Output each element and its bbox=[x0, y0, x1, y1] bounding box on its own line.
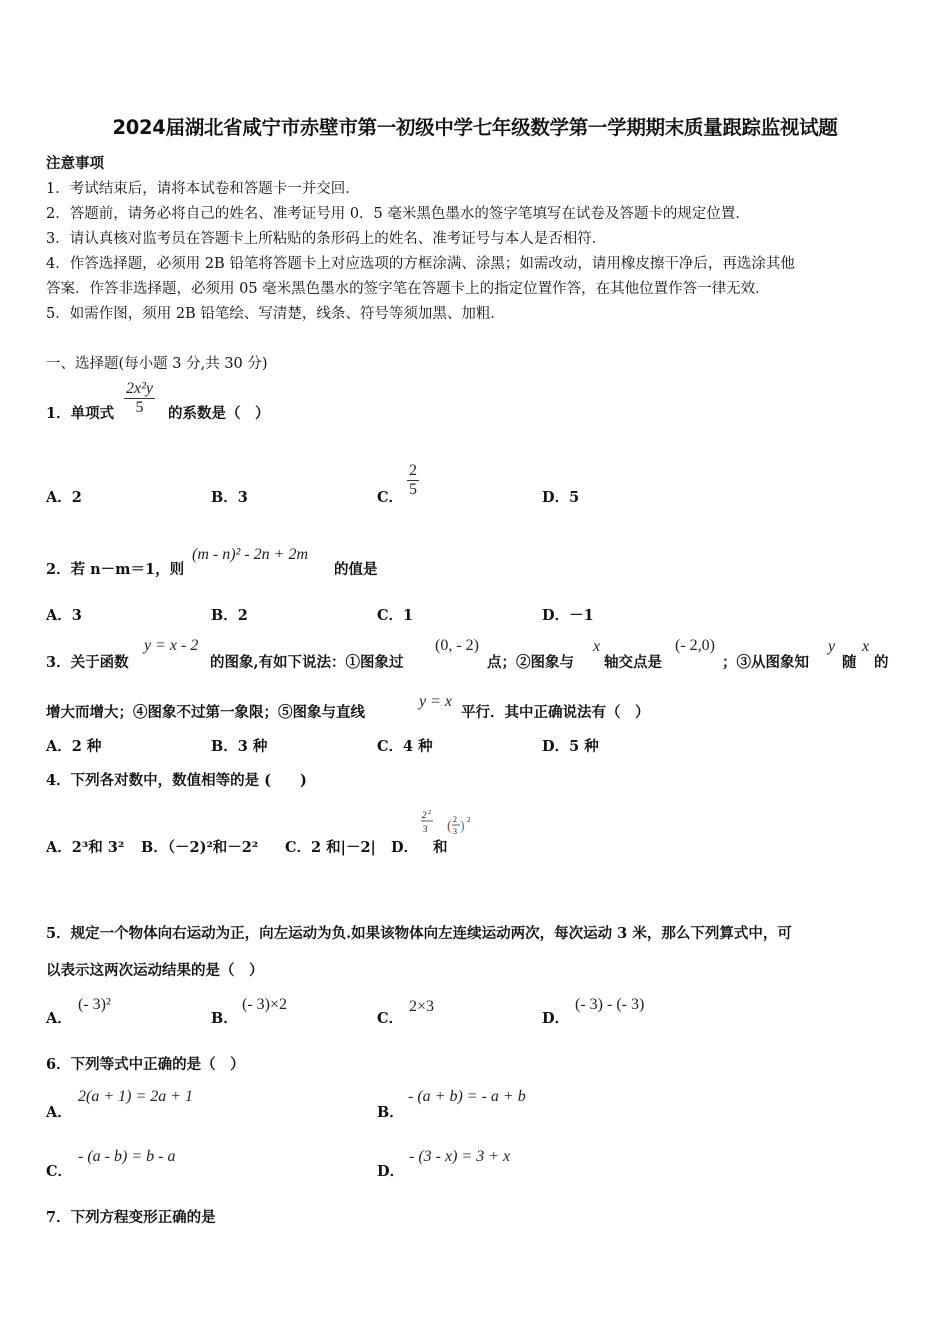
q3-option-c[interactable]: C．4 种 bbox=[377, 738, 433, 755]
q3-text: 的图象,有如下说法：①图象过 bbox=[210, 654, 404, 671]
q3-text: 点；②图象与 bbox=[487, 654, 574, 671]
q3-point-2: (- 2,0) bbox=[675, 637, 715, 654]
q3-var-x: x bbox=[593, 638, 601, 655]
q6-option-c[interactable]: C． bbox=[46, 1163, 73, 1180]
svg-text:(: ( bbox=[447, 819, 452, 834]
q5-stem-line2: 以表示这两次运动结果的是（ ） bbox=[46, 962, 264, 979]
q6-stem: 6．下列等式中正确的是（ ） bbox=[46, 1056, 245, 1073]
q1-option-c[interactable]: C． bbox=[377, 489, 404, 506]
q3-var-x: x bbox=[862, 638, 870, 655]
q1-option-d[interactable]: D．5 bbox=[542, 489, 580, 506]
svg-text:2: 2 bbox=[422, 810, 427, 820]
q5-option-d-expr: (- 3) - (- 3) bbox=[575, 996, 645, 1013]
section-heading: 一、选择题(每小题 3 分,共 30 分) bbox=[46, 356, 268, 372]
q1-option-a[interactable]: A．2 bbox=[46, 489, 82, 506]
q5-option-b[interactable]: B． bbox=[211, 1010, 238, 1027]
q6-option-d-expr: - (3 - x) = 3 + x bbox=[409, 1148, 511, 1165]
svg-text:2: 2 bbox=[428, 810, 431, 816]
q2-stem: 2．若 n－m＝1，则 bbox=[46, 561, 185, 578]
q5-option-b-expr: (- 3)×2 bbox=[242, 996, 288, 1013]
q4-option-a[interactable]: A．2³和 3² bbox=[46, 839, 125, 856]
notice-item: 答案．作答非选择题，必须用 05 毫米黑色墨水的签字笔在答题卡上的指定位置作答，在其他位置作答一律无效． bbox=[46, 281, 770, 297]
q3-text: 的 bbox=[874, 654, 889, 671]
svg-text:3: 3 bbox=[453, 827, 457, 836]
q5-option-a[interactable]: A． bbox=[46, 1010, 72, 1027]
q4-d-and: 和 bbox=[433, 839, 448, 856]
q3-option-d[interactable]: D．5 种 bbox=[542, 738, 599, 755]
q2-stem-end: 的值是 bbox=[334, 561, 378, 578]
q2-expression: (m - n)² - 2n + 2m bbox=[192, 546, 309, 563]
q3-point-1: (0, - 2) bbox=[435, 637, 479, 654]
svg-text:2: 2 bbox=[453, 815, 457, 824]
q6-option-a[interactable]: A． bbox=[46, 1104, 72, 1121]
q5-stem: 5．规定一个物体向右运动为正，向左运动为负.如果该物体向左连续运动两次，每次运动 3 米，那么下列算式中，可 bbox=[46, 925, 792, 942]
q2-option-d[interactable]: D．－1 bbox=[542, 607, 594, 624]
q5-option-c-expr: 2×3 bbox=[409, 998, 435, 1015]
q3-text: 随 bbox=[842, 654, 857, 671]
q5-option-a-expr: (- 3)² bbox=[78, 996, 111, 1013]
q6-option-a-expr: 2(a + 1) = 2a + 1 bbox=[78, 1088, 194, 1105]
notice-item: 4．作答选择题，必须用 2B 铅笔将答题卡上对应选项的方框涂满、涂黑；如需改动，请用橡皮擦干净后，再选涂其他 bbox=[46, 256, 795, 272]
svg-text:): ) bbox=[460, 819, 465, 834]
q6-option-d[interactable]: D． bbox=[377, 1163, 405, 1180]
q6-option-b[interactable]: B． bbox=[377, 1104, 404, 1121]
q1-stem-end: 的系数是（ ） bbox=[168, 405, 270, 422]
q6-option-b-expr: - (a + b) = - a + b bbox=[408, 1088, 526, 1105]
notice-item: 1．考试结束后，请将本试卷和答题卡一并交回． bbox=[46, 181, 360, 197]
q1-numerator: 2x²y bbox=[126, 380, 153, 397]
q3-option-b[interactable]: B．3 种 bbox=[211, 738, 268, 755]
q2-option-c[interactable]: C．1 bbox=[377, 607, 414, 624]
q1-c-denominator: 5 bbox=[409, 481, 417, 498]
q5-option-c[interactable]: C． bbox=[377, 1010, 404, 1027]
q5-option-d[interactable]: D． bbox=[542, 1010, 570, 1027]
notice-item: 5．如需作图，须用 2B 铅笔绘、写清楚，线条、符号等须加黑、加粗． bbox=[46, 306, 505, 322]
notice-item: 3．请认真核对监考员在答题卡上所粘贴的条形码上的姓名、准考证号与本人是否相符． bbox=[46, 231, 607, 247]
notice-item: 2．答题前，请务必将自己的姓名、准考证号用 0．5 毫米黑色墨水的签字笔填写在试卷及答题卡的规定位置． bbox=[46, 206, 750, 222]
page-title: 2024届湖北省咸宁市赤壁市第一初级中学七年级数学第一学期期末质量跟踪监视试题 bbox=[112, 116, 838, 139]
q6-option-c-expr: - (a - b) = b - a bbox=[78, 1148, 176, 1165]
q1-denominator: 5 bbox=[135, 399, 144, 416]
q2-option-b[interactable]: B．2 bbox=[211, 607, 248, 624]
svg-text:3: 3 bbox=[423, 824, 428, 834]
q4-stem: 4．下列各对数中，数值相等的是 ( ) bbox=[46, 772, 307, 789]
q3-text: 轴交点是 bbox=[604, 654, 662, 671]
q2-option-a[interactable]: A．3 bbox=[46, 607, 82, 624]
q1-fraction bbox=[124, 380, 155, 417]
q3-stem: 3．关于函数 bbox=[46, 654, 129, 671]
q4-d-fraction-2-graphic bbox=[446, 808, 476, 842]
q3-line-expr: y = x bbox=[419, 693, 452, 710]
q3-function: y = x - 2 bbox=[144, 637, 199, 654]
q1-c-numerator: 2 bbox=[409, 462, 417, 479]
q4-option-d[interactable]: D． bbox=[391, 839, 419, 856]
q3-stem-line2: 增大而增大；④图象不过第一象限；⑤图象与直线 bbox=[46, 704, 365, 721]
q3-stem-line2-end: 平行．其中正确说法有（ ） bbox=[461, 704, 650, 721]
svg-text:2: 2 bbox=[467, 816, 471, 824]
q3-text: ；③从图象知 bbox=[722, 654, 809, 671]
q3-var-y: y bbox=[828, 638, 836, 655]
q1-option-b[interactable]: B．3 bbox=[211, 489, 248, 506]
q1-option-c-fraction bbox=[407, 462, 419, 499]
q4-d-fraction-2 bbox=[446, 808, 476, 842]
q1-stem: 1．单项式 bbox=[46, 405, 115, 422]
q4-option-c[interactable]: C．2 和|－2| bbox=[285, 839, 376, 856]
q3-option-a[interactable]: A．2 种 bbox=[46, 738, 102, 755]
q7-stem: 7．下列方程变形正确的是 bbox=[46, 1209, 216, 1226]
notice-heading: 注意事项 bbox=[46, 155, 104, 172]
q4-option-b[interactable]: B．（－2)²和－2² bbox=[141, 839, 259, 856]
